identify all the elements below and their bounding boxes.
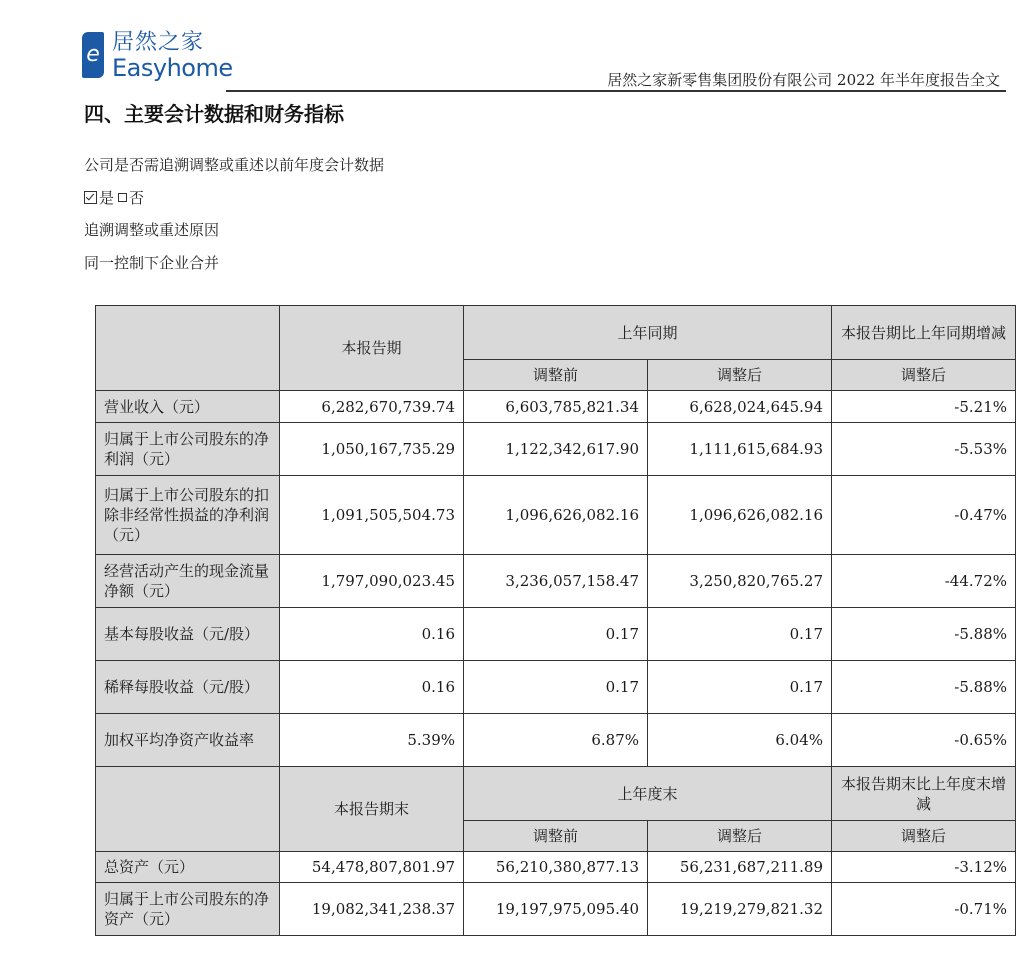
logo-mark: e — [82, 32, 104, 78]
table-row — [96, 714, 1016, 767]
table1-col-change: 本报告期比上年同期增减 — [832, 306, 1016, 360]
cell-current: 1,050,167,735.29 — [280, 423, 464, 476]
no-label: 否 — [129, 189, 145, 207]
company-logo — [82, 30, 233, 82]
cell-change: -3.12% — [832, 852, 1016, 883]
cell-current: 6,282,670,739.74 — [280, 391, 464, 423]
cell-change: -0.71% — [832, 883, 1016, 936]
cell-after: 3,250,820,765.27 — [648, 555, 832, 608]
table1-col-before: 调整前 — [464, 360, 648, 391]
section-title: 四、主要会计数据和财务指标 — [84, 102, 344, 126]
row-label: 经营活动产生的现金流量净额（元） — [96, 555, 280, 608]
table1-col-current: 本报告期 — [280, 306, 464, 391]
cell-change: -5.21% — [832, 391, 1016, 423]
row-label: 加权平均净资产收益率 — [96, 714, 280, 767]
cell-before: 1,122,342,617.90 — [464, 423, 648, 476]
header-divider — [226, 90, 1006, 92]
table1-header-row — [96, 306, 1016, 360]
cell-after: 1,096,626,082.16 — [648, 476, 832, 555]
table2-col-change-sub: 调整后 — [832, 821, 1016, 852]
cell-after: 19,219,279,821.32 — [648, 883, 832, 936]
row-label: 归属于上市公司股东的净利润（元） — [96, 423, 280, 476]
table1-col-after: 调整后 — [648, 360, 832, 391]
restatement-question: 公司是否需追溯调整或重述以前年度会计数据 — [84, 156, 385, 174]
cell-before: 0.17 — [464, 608, 648, 661]
cell-after: 0.17 — [648, 608, 832, 661]
table1-col-change-sub: 调整后 — [832, 360, 1016, 391]
restatement-reason: 同一控制下企业合并 — [84, 254, 220, 272]
cell-current: 0.16 — [280, 608, 464, 661]
financial-indicators-table — [95, 305, 1016, 936]
cell-current: 19,082,341,238.37 — [280, 883, 464, 936]
row-label: 稀释每股收益（元/股） — [96, 661, 280, 714]
table2-col-prior-group: 上年度末 — [464, 767, 832, 821]
cell-after: 6.04% — [648, 714, 832, 767]
table-row — [96, 423, 1016, 476]
cell-before: 0.17 — [464, 661, 648, 714]
table-row — [96, 883, 1016, 936]
cell-change: -0.47% — [832, 476, 1016, 555]
yes-checkbox-icon — [84, 191, 97, 204]
cell-before: 1,096,626,082.16 — [464, 476, 648, 555]
cell-before: 6.87% — [464, 714, 648, 767]
cell-current: 1,797,090,023.45 — [280, 555, 464, 608]
cell-before: 19,197,975,095.40 — [464, 883, 648, 936]
row-label: 归属于上市公司股东的净资产（元） — [96, 883, 280, 936]
row-label: 总资产（元） — [96, 852, 280, 883]
logo-chinese-name: 居然之家 — [112, 30, 205, 55]
cell-before: 6,603,785,821.34 — [464, 391, 648, 423]
table-row — [96, 661, 1016, 714]
table2-corner-cell — [96, 767, 280, 852]
table-row — [96, 608, 1016, 661]
cell-current: 5.39% — [280, 714, 464, 767]
cell-after: 0.17 — [648, 661, 832, 714]
cell-after: 1,111,615,684.93 — [648, 423, 832, 476]
table-row — [96, 391, 1016, 423]
row-label: 基本每股收益（元/股） — [96, 608, 280, 661]
table2-col-before: 调整前 — [464, 821, 648, 852]
cell-before: 3,236,057,158.47 — [464, 555, 648, 608]
row-label: 营业收入（元） — [96, 391, 280, 423]
cell-current: 54,478,807,801.97 — [280, 852, 464, 883]
restatement-options — [84, 187, 144, 208]
cell-change: -44.72% — [832, 555, 1016, 608]
cell-after: 56,231,687,211.89 — [648, 852, 832, 883]
report-header-title: 居然之家新零售集团股份有限公司 2022 年半年度报告全文 — [607, 71, 1000, 89]
table1-col-prior-group: 上年同期 — [464, 306, 832, 360]
cell-before: 56,210,380,877.13 — [464, 852, 648, 883]
cell-change: -5.53% — [832, 423, 1016, 476]
table-row — [96, 555, 1016, 608]
cell-change: -0.65% — [832, 714, 1016, 767]
cell-current: 0.16 — [280, 661, 464, 714]
logo-english-name: Easyhome — [112, 54, 233, 82]
cell-change: -5.88% — [832, 661, 1016, 714]
yes-label: 是 — [99, 189, 115, 207]
table2-col-change: 本报告期末比上年度末增减 — [832, 767, 1016, 821]
table1-corner-cell — [96, 306, 280, 391]
no-checkbox-icon — [118, 193, 127, 202]
table2-header-row — [96, 767, 1016, 821]
cell-current: 1,091,505,504.73 — [280, 476, 464, 555]
table-row — [96, 476, 1016, 555]
table-row — [96, 852, 1016, 883]
row-label: 归属于上市公司股东的扣除非经常性损益的净利润（元） — [96, 476, 280, 555]
restatement-reason-label: 追溯调整或重述原因 — [84, 221, 220, 239]
table2-col-after: 调整后 — [648, 821, 832, 852]
cell-after: 6,628,024,645.94 — [648, 391, 832, 423]
cell-change: -5.88% — [832, 608, 1016, 661]
table2-col-current: 本报告期末 — [280, 767, 464, 852]
